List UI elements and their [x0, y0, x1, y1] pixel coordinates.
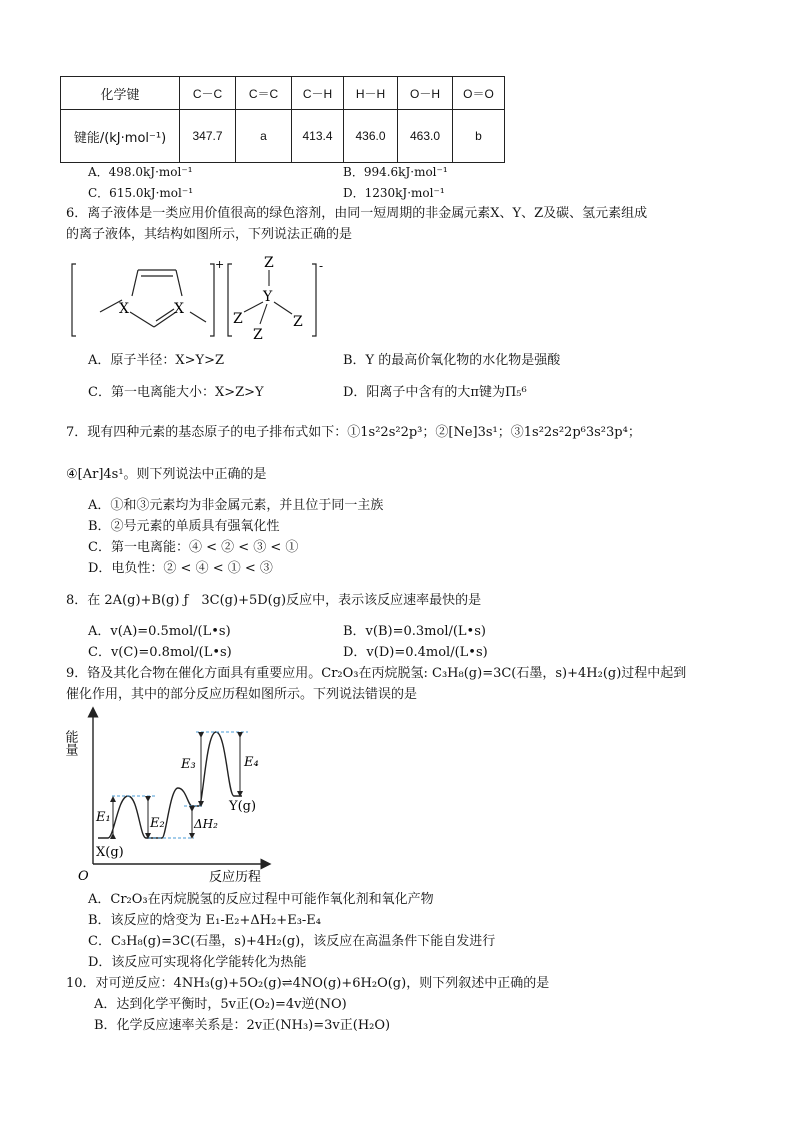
atom-z-left: Z: [233, 311, 243, 327]
q7-option-b[interactable]: B．②号元素的单质具有强氧化性: [88, 519, 280, 534]
q9-option-b[interactable]: B．该反应的焓变为 E₁-E₂+ΔH₂+E₃-E₄: [88, 913, 321, 928]
x-axis-label: 反应历程: [209, 870, 262, 885]
table-cell: 413.4: [292, 110, 344, 163]
q6-option-a[interactable]: A．原子半径：X>Y>Z: [88, 353, 225, 368]
q8-option-a[interactable]: A．v(A)=0.5mol/(L•s): [88, 624, 231, 639]
table-header-cell: O－H: [398, 77, 453, 110]
table-row-label: 键能/(kJ·mol⁻¹): [61, 110, 180, 163]
q6-stem-line2: 的离子液体，其结构如图所示，下列说法正确的是: [66, 227, 353, 242]
table-cell: b: [453, 110, 505, 163]
q5-option-b[interactable]: B．994.6kJ·mol⁻¹: [343, 165, 448, 179]
q9-option-d[interactable]: D．该反应可实现将化学能转化为热能: [88, 955, 307, 970]
atom-y: Y: [263, 289, 273, 305]
q7-stem-line2: ④[Ar]4s¹。则下列说法中正确的是: [66, 467, 267, 482]
q5-option-d[interactable]: D．1230kJ·mol⁻¹: [343, 186, 445, 200]
atom-x-left: X: [119, 301, 129, 317]
q9-option-c[interactable]: C．C₃H₈(g)=3C(石墨，s)+4H₂(g)，该反应在高温条件下能自发进行: [88, 934, 496, 949]
atom-x-right: X: [174, 301, 184, 317]
table-row: [61, 110, 505, 163]
q9-stem-line1: 9．铬及其化合物在催化方面具有重要应用。Cr₂O₃在丙烷脱氢: C₃H₈(g)=3C(石墨，s)+4H₂(g)过程中起到: [66, 666, 687, 681]
atom-z-top: Z: [264, 255, 274, 271]
q8-option-b[interactable]: B．v(B)=0.3mol/(L•s): [343, 624, 486, 639]
cation-charge: +: [215, 258, 225, 271]
label-dh2: ΔH₂: [194, 817, 218, 831]
table-cell: 347.7: [180, 110, 236, 163]
q8-stem: 8．在 2A(g)+B(g) ƒ 3C(g)+5D(g)反应中，表示该反应速率最快的是: [66, 593, 482, 608]
reaction-energy-diagram: [62, 706, 286, 886]
table-cell: a: [236, 110, 292, 163]
bond-energy-table: [60, 76, 505, 163]
q10-stem: 10．对可逆反应：4NH₃(g)+5O₂(g)⇌4NO(g)+6H₂O(g)，则下列叙述中正确的是: [66, 976, 550, 991]
label-e1: E₁: [96, 810, 111, 825]
q6-stem-line1: 6．离子液体是一类应用价值很高的绿色溶剂，由同一短周期的非金属元素X、Y、Z及碳、氢元素组成: [66, 206, 648, 221]
q6-option-c[interactable]: C．第一电离能大小：X>Z>Y: [88, 385, 264, 400]
q10-option-b[interactable]: B．化学反应速率关系是：2v正(NH₃)=3v正(H₂O): [94, 1018, 391, 1033]
table-header-cell: C－H: [292, 77, 344, 110]
q7-stem-line1: 7．现有四种元素的基态原子的电子排布式如下：①1s²2s²2p³；②[Ne]3s¹；③1s²2s²2p⁶3s²3p⁴；: [66, 425, 641, 440]
table-header-cell: C－C: [180, 77, 236, 110]
y-axis-label: 能量: [62, 730, 78, 756]
table-header-cell: C＝C: [236, 77, 292, 110]
q6-option-b[interactable]: B．Y 的最高价氧化物的水化物是强酸: [343, 353, 561, 368]
table-header-cell: O＝O: [453, 77, 505, 110]
anion-charge: -: [319, 259, 324, 273]
table-header-row: [61, 77, 505, 110]
q7-option-c[interactable]: C．第一电离能：④ < ② < ③ < ①: [88, 540, 299, 555]
q8-option-c[interactable]: C．v(C)=0.8mol/(L•s): [88, 645, 232, 660]
atom-z-right: Z: [293, 314, 303, 330]
label-e2: E₂: [150, 816, 165, 831]
q8-option-d[interactable]: D．v(D)=0.4mol/(L•s): [343, 645, 488, 660]
table-header-cell: H－H: [344, 77, 398, 110]
ionic-liquid-structure: [66, 250, 346, 345]
table-cell: 463.0: [398, 110, 453, 163]
label-e3: E₃: [181, 757, 196, 772]
label-start-state: X(g): [96, 845, 124, 860]
q9-stem-line2: 催化作用，其中的部分反应历程如图所示。下列说法错误的是: [66, 687, 418, 702]
q10-option-a[interactable]: A．达到化学平衡时，5v正(O₂)=4v逆(NO): [94, 997, 347, 1012]
q5-option-c[interactable]: C．615.0kJ·mol⁻¹: [88, 186, 194, 200]
table-header-cell: 化学键: [61, 77, 180, 110]
q6-option-d[interactable]: D．阳离子中含有的大π键为Π₅⁶: [343, 385, 527, 400]
atom-z-bottom: Z: [253, 327, 263, 343]
energy-curve: [98, 732, 242, 838]
q7-option-a[interactable]: A．①和③元素均为非金属元素，并且位于同一主族: [88, 498, 384, 513]
q7-option-d[interactable]: D．电负性：② < ④ < ① < ③: [88, 561, 273, 576]
label-end-state: Y(g): [229, 799, 257, 814]
q9-option-a[interactable]: A．Cr₂O₃在丙烷脱氢的反应过程中可能作氧化剂和氧化产物: [88, 892, 434, 907]
table-cell: 436.0: [344, 110, 398, 163]
label-e4: E₄: [244, 755, 259, 770]
q5-option-a[interactable]: A．498.0kJ·mol⁻¹: [88, 165, 193, 179]
origin-label: O: [78, 869, 89, 884]
